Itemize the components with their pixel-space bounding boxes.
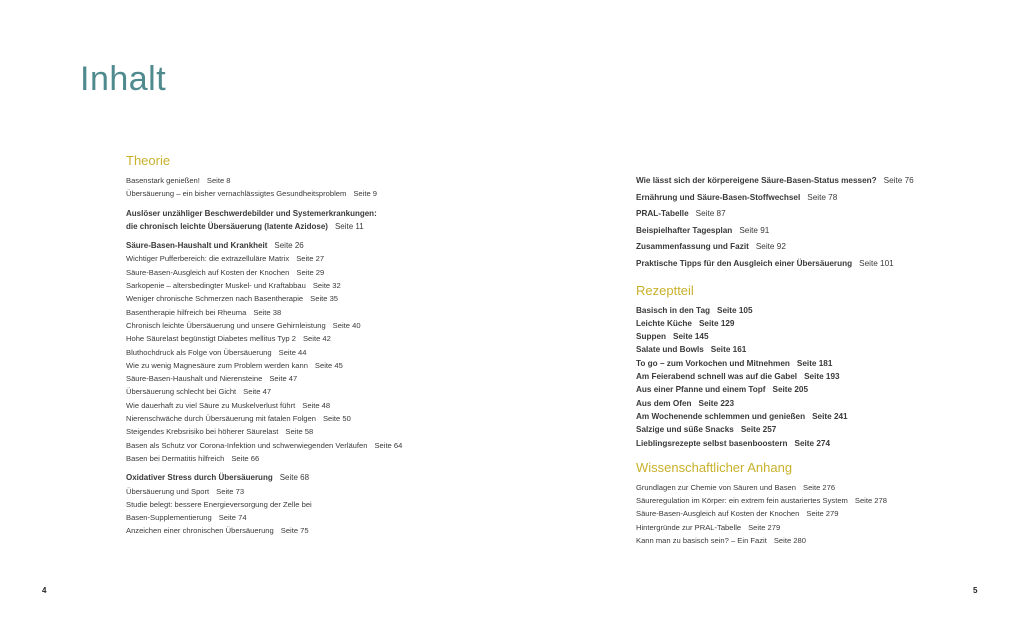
page-number-right: 5 (973, 586, 978, 595)
toc-entry[interactable]: Übersäuerung – ein bisher vernachlässigtes Gesundheitsproblem Seite 9 (126, 189, 378, 199)
toc-entry[interactable]: Sarkopenie – altersbedingter Muskel- und Kraftabbau Seite 32 (126, 281, 341, 291)
toc-recipe-entry[interactable]: Aus einer Pfanne und einem Topf Seite 205 (636, 385, 809, 395)
toc-recipe-entry[interactable]: Am Feierabend schnell was auf die Gabel Seite 193 (636, 372, 840, 382)
toc-entry[interactable]: Weniger chronische Schmerzen nach Basentherapie Seite 35 (126, 294, 339, 304)
toc-left-column (126, 153, 446, 544)
toc-entry[interactable]: Bluthochdruck als Folge von Übersäuerung Seite 44 (126, 347, 307, 357)
section-heading-theorie: Theorie (126, 153, 171, 168)
toc-entry[interactable]: Säure-Basen-Ausgleich auf Kosten der Knochen Seite 29 (126, 267, 325, 277)
toc-entry[interactable]: Steigendes Krebsrisiko bei höherer Säurelast Seite 58 (126, 427, 314, 437)
toc-entry-multiline[interactable]: Studie belegt: bessere Energieversorgung der Zelle bei Basen-Supplementierung Seite 74 (126, 499, 312, 523)
toc-recipe-entry[interactable]: Salate und Bowls Seite 161 (636, 345, 747, 355)
toc-chapter-entry[interactable]: PRAL-Tabelle Seite 87 (636, 209, 726, 219)
toc-chapter-entry[interactable]: Zusammenfassung und Fazit Seite 92 (636, 242, 786, 252)
toc-recipe-entry[interactable]: Am Wochenende schlemmen und genießen Seite 241 (636, 411, 848, 421)
toc-entry-multiline[interactable]: Auslöser unzähliger Beschwerdebilder und Systemerkrankungen: die chronisch leichte Übersäuerung (latente Azidose) Seite 11 (126, 208, 377, 231)
toc-entry[interactable]: Wie zu wenig Magnesäure zum Problem werden kann Seite 45 (126, 360, 343, 370)
toc-entry[interactable]: Grundlagen zur Chemie von Säuren und Basen Seite 276 (636, 482, 836, 492)
toc-recipe-entry[interactable]: Lieblingsrezepte selbst basenboostern Seite 274 (636, 438, 831, 448)
toc-group (636, 173, 936, 273)
toc-entry[interactable]: Hintergründe zur PRAL-Tabelle Seite 279 (636, 522, 781, 532)
toc-entry[interactable]: Nierenschwäche durch Übersäuerung mit fatalen Folgen Seite 50 (126, 414, 351, 424)
toc-recipe-entry[interactable]: Salzige und süße Snacks Seite 257 (636, 425, 777, 435)
toc-chapter-entry[interactable]: Wie lässt sich der körpereigene Säure-Basen-Status messen? Seite 76 (636, 176, 914, 185)
toc-chapter-entry[interactable]: Säure-Basen-Haushalt und Krankheit Seite 26 (126, 241, 304, 251)
toc-entry[interactable]: Säure-Basen-Ausgleich auf Kosten der Knochen Seite 279 (636, 509, 839, 519)
section-heading-rezeptteil: Rezeptteil (636, 282, 694, 298)
toc-chapter-entry[interactable]: Ernährung und Säure-Basen-Stoffwechsel Seite 78 (636, 192, 838, 202)
toc-group (126, 239, 446, 465)
toc-entry[interactable]: Wichtiger Pufferbereich: die extrazelluläre Matrix Seite 27 (126, 254, 325, 264)
toc-entry[interactable]: Anzeichen einer chronischen Übersäuerung Seite 75 (126, 526, 309, 536)
toc-entry[interactable]: Basen als Schutz vor Corona-Infektion und schwerwiegenden Verläufen Seite 64 (126, 440, 403, 450)
toc-entry[interactable]: Wie dauerhaft zu viel Säure zu Muskelverlust führt Seite 48 (126, 400, 331, 410)
toc-entry[interactable]: Chronisch leichte Übersäuerung und unsere Gehirnleistung Seite 40 (126, 320, 361, 330)
toc-group (126, 207, 446, 234)
toc-group (126, 471, 446, 537)
toc-entry[interactable]: Übersäuerung und Sport Seite 73 (126, 486, 245, 496)
toc-entry[interactable]: Basen bei Dermatitis hilfreich Seite 66 (126, 453, 260, 463)
toc-recipe-entry[interactable]: Suppen Seite 145 (636, 332, 709, 342)
toc-chapter-entry[interactable]: Praktische Tipps für den Ausgleich einer Übersäuerung Seite 101 (636, 258, 894, 268)
page-title: Inhalt (80, 60, 167, 98)
toc-group (636, 481, 936, 547)
toc-group (126, 174, 446, 201)
toc-recipe-entry[interactable]: To go – zum Vorkochen und Mitnehmen Seite 181 (636, 358, 833, 368)
page-number-left: 4 (42, 586, 47, 595)
toc-recipe-entry[interactable]: Leichte Küche Seite 129 (636, 318, 735, 328)
toc-entry[interactable]: Säureregulation im Körper: ein extrem fein austariertes System Seite 278 (636, 496, 887, 506)
toc-entry[interactable]: Hohe Säurelast begünstigt Diabetes mellitus Typ 2 Seite 42 (126, 334, 331, 344)
toc-recipe-entry[interactable]: Aus dem Ofen Seite 223 (636, 398, 735, 408)
toc-entry[interactable]: Basentherapie hilfreich bei Rheuma Seite 38 (126, 307, 282, 317)
toc-group (636, 304, 936, 450)
toc-chapter-entry[interactable]: Beispielhafter Tagesplan Seite 91 (636, 225, 770, 235)
section-heading-anhang: Wissenschaftlicher Anhang (636, 459, 793, 475)
toc-chapter-entry[interactable]: Oxidativer Stress durch Übersäuerung Seite 68 (126, 473, 310, 483)
toc-entry[interactable]: Säure-Basen-Haushalt und Nierensteine Seite 47 (126, 374, 298, 384)
toc-right-column (636, 173, 936, 553)
toc-entry[interactable]: Basenstark genießen! Seite 8 (126, 176, 231, 185)
toc-entry[interactable]: Übersäuerung schlecht bei Gicht Seite 47 (126, 387, 272, 397)
toc-entry[interactable]: Kann man zu basisch sein? – Ein Fazit Seite 280 (636, 536, 806, 546)
toc-recipe-entry[interactable]: Basisch in den Tag Seite 105 (636, 305, 753, 315)
